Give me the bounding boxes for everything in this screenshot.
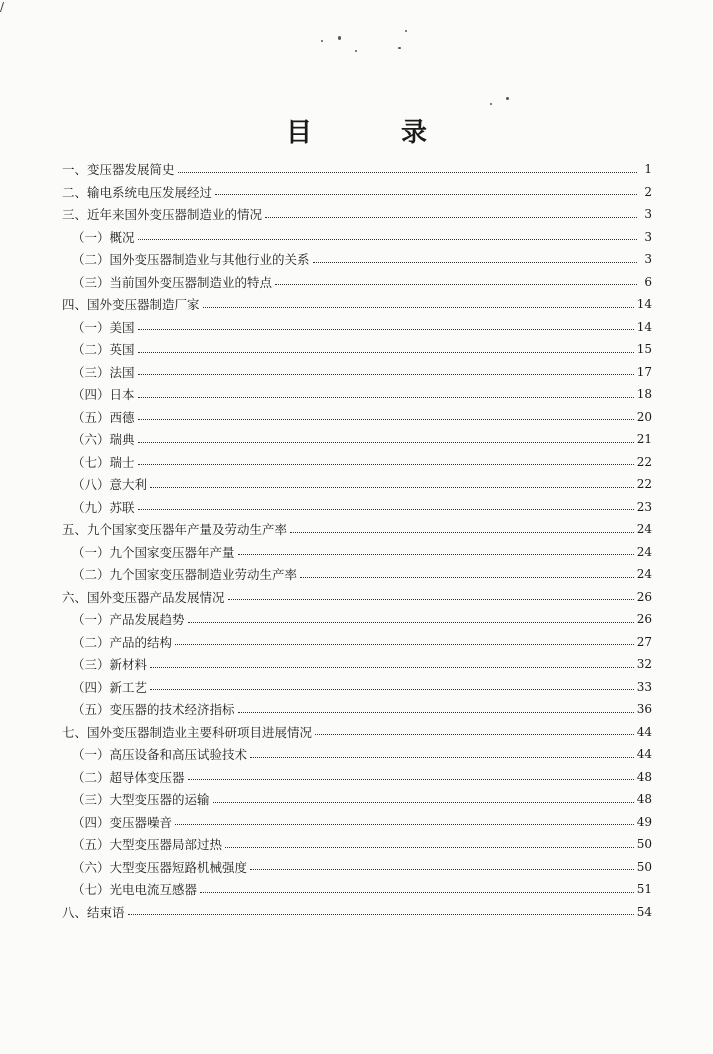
toc-entry-title: （七）瑞士: [72, 454, 135, 470]
toc-entry-page-number: 17: [636, 364, 652, 379]
dot-leader: [313, 262, 637, 263]
toc-entry: [62, 158, 652, 181]
toc-entry-page-number: 14: [636, 297, 652, 312]
toc-entry: [62, 811, 652, 834]
toc-entry-title: 六、国外变压器产品发展情况: [62, 589, 225, 605]
toc-entry: [62, 743, 652, 766]
toc-entry-title: （五）大型变压器局部过热: [72, 837, 223, 853]
dot-leader: [275, 284, 637, 285]
toc-entry-page-number: 44: [636, 724, 652, 739]
toc-entry-page-number: 15: [636, 342, 652, 357]
dot-leader: [200, 892, 634, 893]
toc-entry-title: （一）产品发展趋势: [72, 612, 185, 628]
toc-entry-page-number: 3: [644, 229, 652, 244]
dot-leader: [228, 599, 634, 600]
toc-entry-title: （二）国外变压器制造业与其他行业的关系: [72, 252, 310, 268]
dot-leader: [138, 397, 634, 398]
table-of-contents: [62, 158, 652, 923]
toc-entry-title: 八、结束语: [62, 904, 125, 920]
toc-entry-page-number: 51: [636, 882, 652, 897]
toc-entry: [62, 451, 652, 474]
toc-entry: [62, 698, 652, 721]
toc-entry-title: （四）变压器噪音: [72, 814, 173, 830]
toc-entry-page-number: 14: [636, 319, 652, 334]
toc-entry: [62, 563, 652, 586]
toc-entry-page-number: 33: [636, 679, 652, 694]
dot-leader: [138, 352, 634, 353]
dot-leader: [188, 622, 634, 623]
toc-entry-title: （三）大型变压器的运输: [72, 792, 210, 808]
dot-leader: [213, 802, 634, 803]
toc-entry-page-number: 44: [636, 747, 652, 762]
dot-leader: [138, 239, 637, 240]
toc-entry: [62, 496, 652, 519]
dot-leader: [300, 577, 634, 578]
scan-edge-mark: /: [0, 0, 5, 14]
toc-entry-page-number: 26: [636, 612, 652, 627]
toc-entry-title: （九）苏联: [72, 499, 135, 515]
toc-entry-page-number: 22: [636, 454, 652, 469]
toc-entry-page-number: 23: [636, 499, 652, 514]
toc-entry-page-number: 3: [644, 207, 652, 222]
dot-leader: [250, 757, 634, 758]
toc-entry: [62, 181, 652, 204]
dot-leader: [175, 644, 634, 645]
toc-entry: [62, 293, 652, 316]
toc-entry-page-number: 48: [636, 769, 652, 784]
toc-entry: [62, 901, 652, 924]
toc-entry-page-number: 24: [636, 544, 652, 559]
toc-entry: [62, 788, 652, 811]
toc-entry-page-number: 27: [636, 634, 652, 649]
toc-entry-page-number: 2: [644, 184, 652, 199]
toc-entry: [62, 631, 652, 654]
toc-entry-title: （二）产品的结构: [72, 634, 173, 650]
toc-entry: [62, 226, 652, 249]
toc-entry-title: 四、国外变压器制造厂家: [62, 297, 200, 313]
toc-entry-page-number: 22: [636, 477, 652, 492]
dot-leader: [138, 509, 634, 510]
dot-leader: [315, 734, 634, 735]
toc-entry: [62, 383, 652, 406]
toc-entry: [62, 721, 652, 744]
toc-entry: [62, 856, 652, 879]
toc-entry: [62, 878, 652, 901]
toc-entry: [62, 406, 652, 429]
dot-leader: [138, 419, 634, 420]
toc-entry-page-number: 32: [636, 657, 652, 672]
toc-entry-page-number: 36: [636, 702, 652, 717]
page-title: 目 录: [285, 118, 468, 148]
dot-leader: [128, 914, 634, 915]
dot-leader: [150, 667, 634, 668]
toc-entry-title: （六）大型变压器短路机械强度: [72, 859, 248, 875]
dot-leader: [225, 847, 634, 848]
toc-entry-page-number: 20: [636, 409, 652, 424]
dot-leader: [138, 374, 634, 375]
dot-leader: [215, 194, 637, 195]
toc-entry-page-number: 21: [636, 432, 652, 447]
toc-entry: [62, 248, 652, 271]
toc-entry-title: 三、近年来国外变压器制造业的情况: [62, 207, 263, 223]
toc-entry: [62, 316, 652, 339]
toc-entry: [62, 676, 652, 699]
toc-entry-title: （七）光电电流互感器: [72, 882, 198, 898]
dot-leader: [175, 824, 634, 825]
toc-entry: [62, 586, 652, 609]
toc-entry-title: 一、变压器发展简史: [62, 162, 175, 178]
toc-entry-title: 二、输电系统电压发展经过: [62, 184, 213, 200]
toc-entry-title: （一）美国: [72, 319, 135, 335]
dot-leader: [138, 442, 634, 443]
toc-entry: [62, 833, 652, 856]
toc-entry-page-number: 50: [636, 837, 652, 852]
toc-entry-title: （八）意大利: [72, 477, 148, 493]
dot-leader: [138, 464, 634, 465]
toc-entry: [62, 766, 652, 789]
toc-entry-title: （一）概况: [72, 229, 135, 245]
toc-entry-title: 七、国外变压器制造业主要科研项目进展情况: [62, 724, 313, 740]
toc-entry: [62, 361, 652, 384]
toc-entry-page-number: 48: [636, 792, 652, 807]
toc-entry: [62, 653, 652, 676]
toc-entry-page-number: 3: [644, 252, 652, 267]
toc-entry-title: （一）高压设备和高压试验技术: [72, 747, 248, 763]
toc-entry-title: （三）新材料: [72, 657, 148, 673]
dot-leader: [203, 307, 634, 308]
dot-leader: [150, 689, 634, 690]
dot-leader: [138, 329, 634, 330]
toc-entry: [62, 428, 652, 451]
toc-entry-title: （四）日本: [72, 387, 135, 403]
toc-entry-page-number: 6: [644, 274, 652, 289]
toc-entry-title: （四）新工艺: [72, 679, 148, 695]
toc-entry: [62, 338, 652, 361]
dot-leader: [290, 532, 634, 533]
toc-entry-page-number: 1: [644, 162, 652, 177]
toc-entry: [62, 608, 652, 631]
dot-leader: [238, 554, 634, 555]
toc-entry-page-number: 24: [636, 567, 652, 582]
dot-leader: [150, 487, 634, 488]
toc-entry-title: （二）超导体变压器: [72, 769, 185, 785]
dot-leader: [250, 869, 634, 870]
toc-entry-title: （一）九个国家变压器年产量: [72, 544, 235, 560]
toc-entry-title: （三）法国: [72, 364, 135, 380]
toc-entry-page-number: 50: [636, 859, 652, 874]
toc-entry-title: （五）西德: [72, 409, 135, 425]
toc-entry: [62, 203, 652, 226]
toc-entry: [62, 541, 652, 564]
toc-entry-title: （五）变压器的技术经济指标: [72, 702, 235, 718]
toc-entry-page-number: 26: [636, 589, 652, 604]
toc-entry-title: （二）九个国家变压器制造业劳动生产率: [72, 567, 298, 583]
toc-entry-page-number: 49: [636, 814, 652, 829]
toc-entry-title: 五、九个国家变压器年产量及劳动生产率: [62, 522, 288, 538]
dot-leader: [188, 779, 634, 780]
toc-entry-page-number: 54: [636, 904, 652, 919]
toc-entry: [62, 518, 652, 541]
dot-leader: [265, 217, 637, 218]
toc-entry-page-number: 18: [636, 387, 652, 402]
toc-entry-page-number: 24: [636, 522, 652, 537]
dot-leader: [178, 172, 637, 173]
dot-leader: [238, 712, 634, 713]
toc-entry-title: （三）当前国外变压器制造业的特点: [72, 274, 273, 290]
toc-entry-title: （六）瑞典: [72, 432, 135, 448]
toc-entry-title: （二）英国: [72, 342, 135, 358]
toc-entry: [62, 271, 652, 294]
toc-entry: [62, 473, 652, 496]
